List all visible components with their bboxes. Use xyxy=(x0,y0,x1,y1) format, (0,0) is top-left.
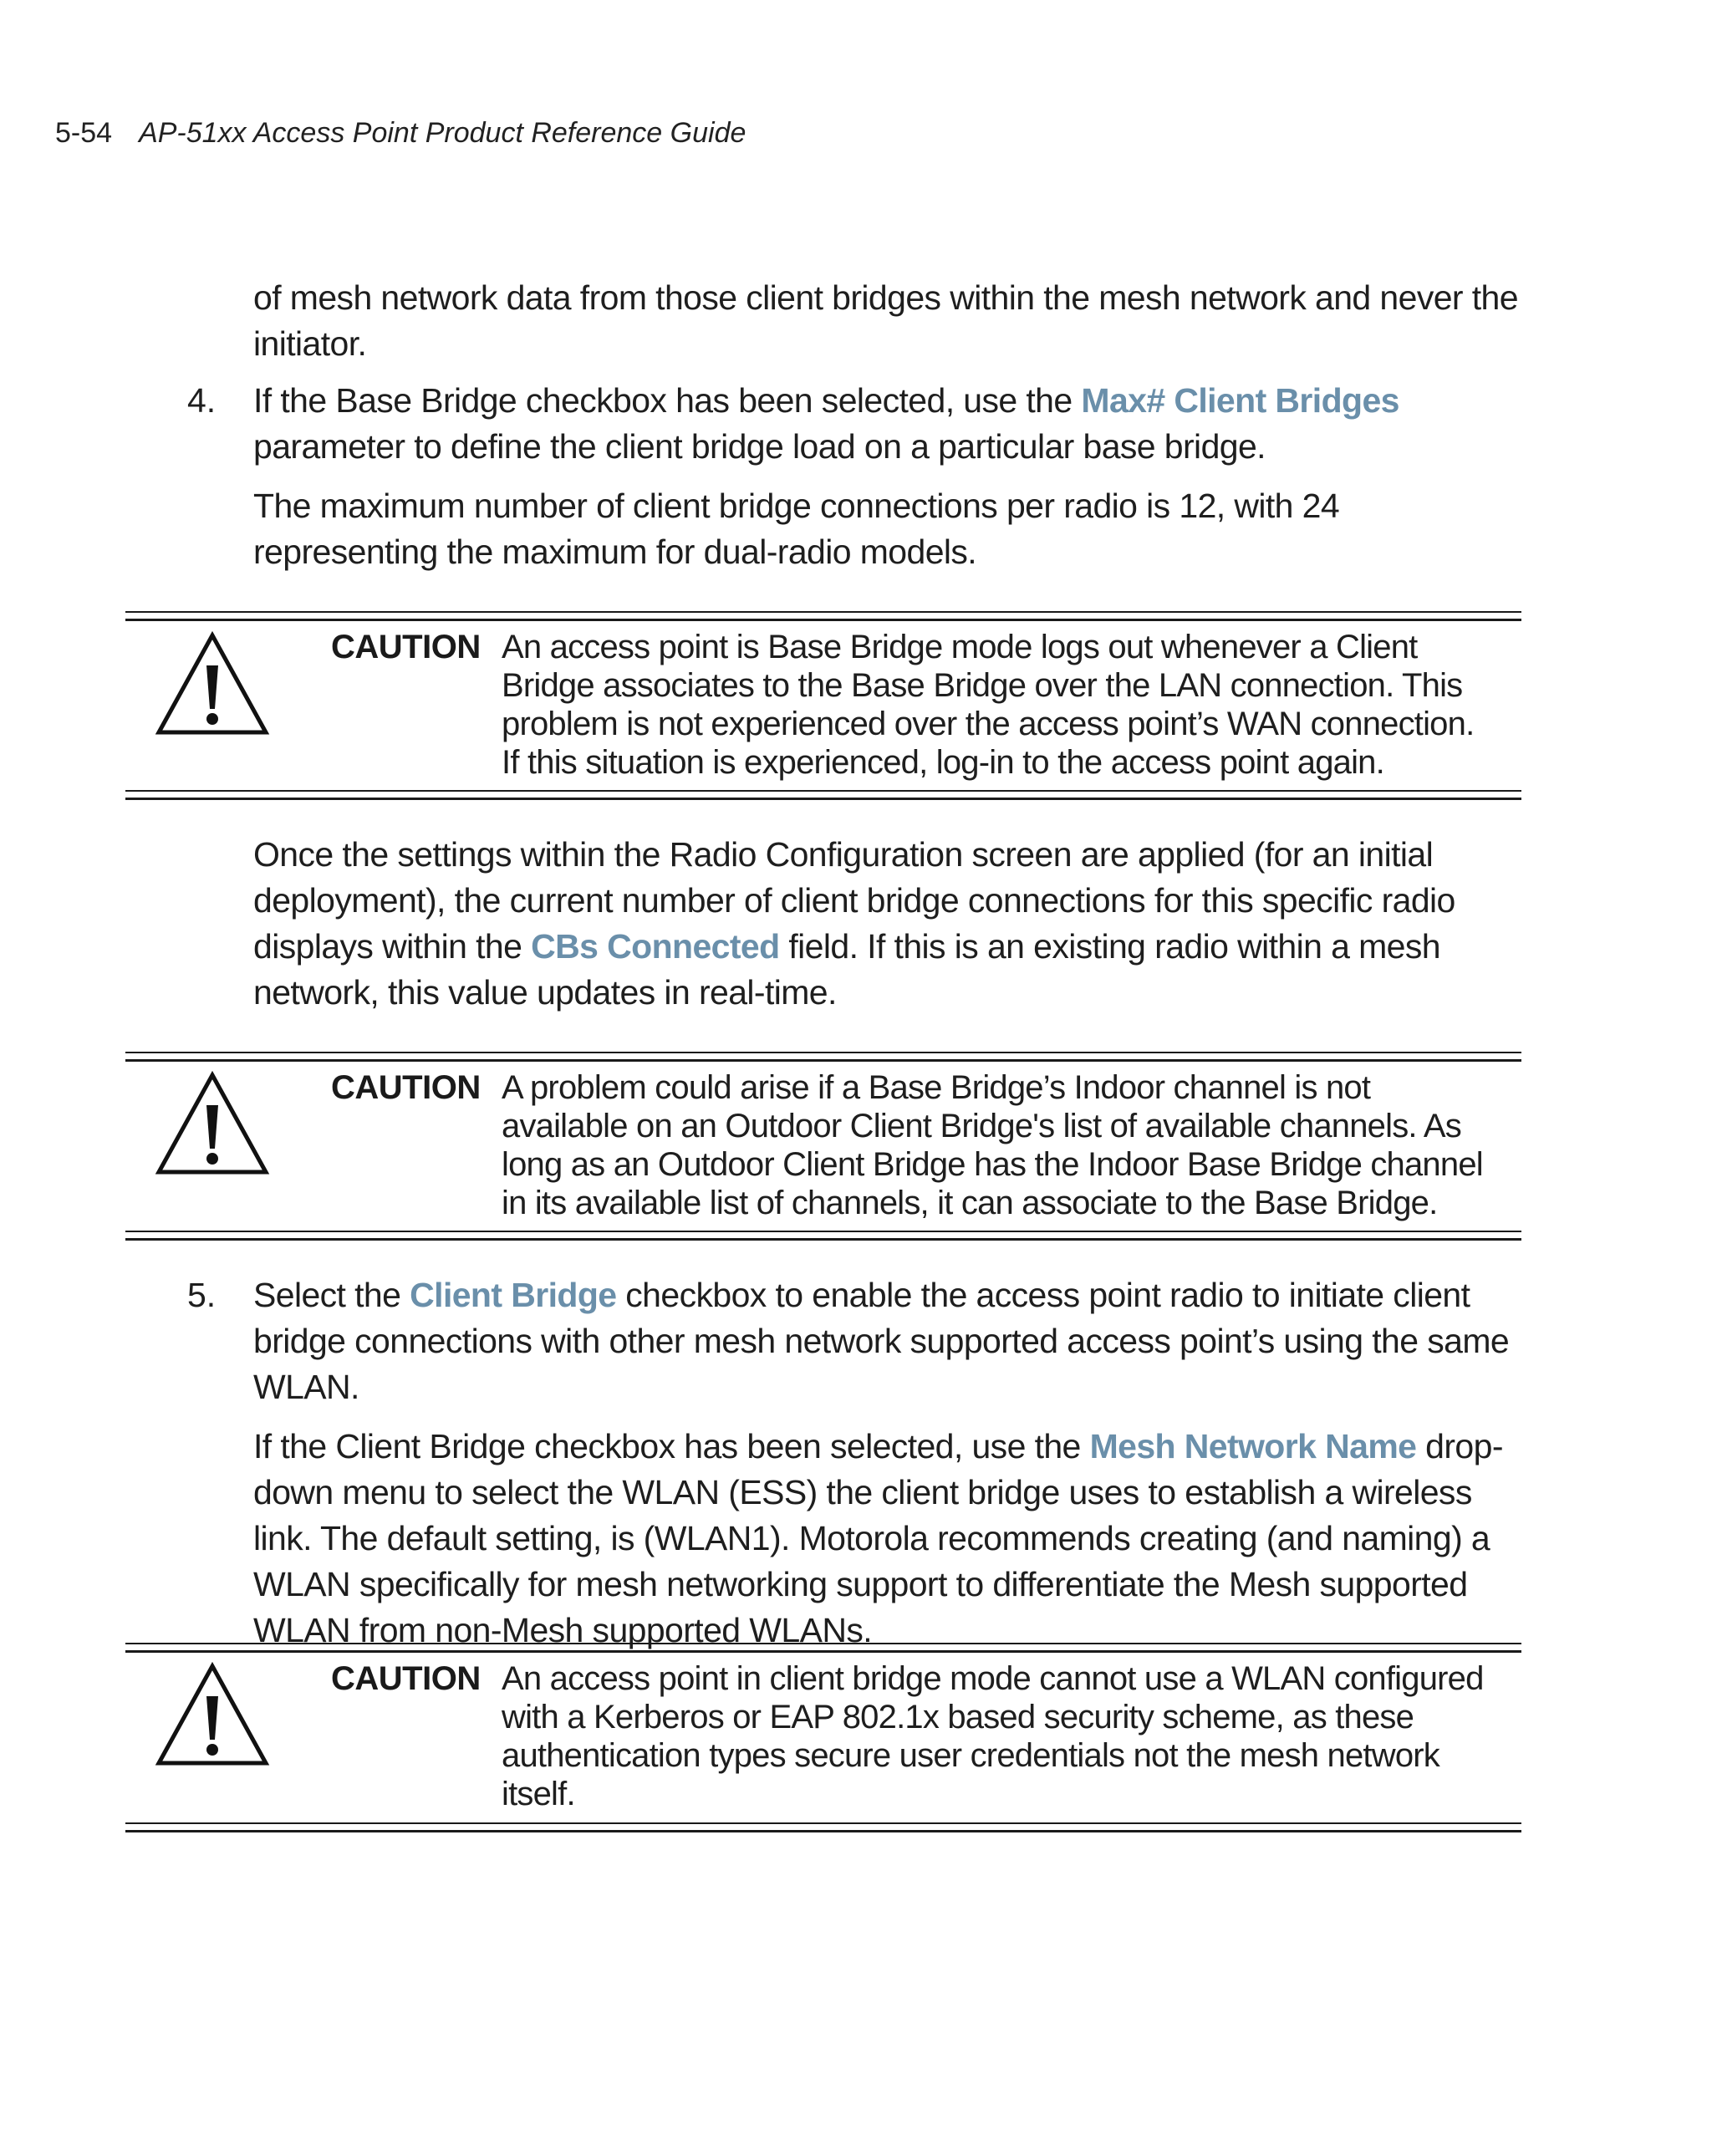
caution-text: A problem could arise if a Base Bridge’s Indoor channel is not available on an Outdoor Client Bridge's list of available channels. As long as an Outdoor Client Bridge has the Indoor Base Bridge channel in its available list of channels, it can associate to the Base Bridge. xyxy=(502,1069,1483,1221)
settings-text-b: field. If this is an existing radio within a mesh network, this value updates in real-time. xyxy=(253,927,1440,1012)
caution-rule-bottom xyxy=(125,1231,1521,1241)
step-5-para2-a: If the Client Bridge checkbox has been selected, use the xyxy=(253,1427,1090,1465)
caution-rule-top xyxy=(125,1052,1521,1062)
caution-text: An access point in client bridge mode cannot use a WLAN configured with a Kerberos or EAP 802.1x based security scheme, as these authentication types secure user credentials not the mesh network itself. xyxy=(502,1660,1484,1812)
step-5-number: 5. xyxy=(187,1276,217,1314)
warning-triangle-icon xyxy=(154,630,271,742)
caution-rule-bottom xyxy=(125,1822,1521,1832)
step-4-number: 4. xyxy=(187,381,217,420)
caution-rule-top xyxy=(125,611,1521,621)
step-5 xyxy=(253,1272,1524,1654)
mesh-network-name-term: Mesh Network Name xyxy=(1089,1427,1417,1465)
caution-rule-bottom xyxy=(125,790,1521,800)
step-5-text-a: Select the xyxy=(253,1276,410,1314)
caution-box-2 xyxy=(125,1052,1521,1244)
step-4-text-b: parameter to define the client bridge load on a particular base bridge. xyxy=(253,427,1266,466)
client-bridge-term: Client Bridge xyxy=(410,1276,617,1314)
step-4-para2: The maximum number of client bridge connections per radio is 12, with 24 representing the maximum for dual-radio models. xyxy=(253,487,1340,571)
settings-text xyxy=(253,832,1524,1016)
intro-text: of mesh network data from those client bridges within the mesh network and never the initiator. xyxy=(253,278,1518,363)
step-4 xyxy=(253,378,1524,575)
caution-rule-top xyxy=(125,1643,1521,1653)
caution-box-3 xyxy=(125,1643,1521,1835)
settings-text-a: Once the settings within the Radio Configuration screen are applied (for an initial deployment), the current number of client bridge connections for this specific radio displays within the xyxy=(253,835,1455,966)
caution-box-1 xyxy=(125,611,1521,803)
step-5-text-b: checkbox to enable the access point radio to initiate client bridge connections with other mesh network supported access point’s using the same WLAN. xyxy=(253,1276,1510,1406)
page-number: 5-54 xyxy=(55,117,113,149)
intro-paragraph xyxy=(253,275,1524,367)
step-5-text xyxy=(253,1272,1524,1410)
step-5-para2-b: drop-down menu to select the WLAN (ESS) the client bridge uses to establish a wireless link. The default setting, is (WLAN1). Motorola recommends creating (and naming) a WLAN specifically for mesh networking support to differentiate the Mesh supported WLAN from non-Mesh supported WLANs. xyxy=(253,1427,1503,1649)
cbs-connected-term: CBs Connected xyxy=(531,927,780,966)
page-header xyxy=(55,117,746,150)
caution-label: CAUTION xyxy=(331,1069,481,1106)
settings-paragraph xyxy=(253,832,1524,1016)
step-5-para2 xyxy=(253,1424,1524,1654)
step-4-text-a: If the Base Bridge checkbox has been selected, use the xyxy=(253,381,1082,420)
guide-title: AP-51xx Access Point Product Reference Guide xyxy=(139,117,746,149)
warning-triangle-icon xyxy=(154,1661,271,1772)
warning-triangle-icon xyxy=(154,1070,271,1181)
caution-text: An access point is Base Bridge mode logs out whenever a Client Bridge associates to the Base Bridge over the LAN connection. This problem is not experienced over the access point’s WAN connection. If this situation is experienced, log-in to the access point again. xyxy=(502,629,1475,781)
caution-label: CAUTION xyxy=(331,629,481,665)
max-client-bridges-term: Max# Client Bridges xyxy=(1081,381,1399,420)
step-4-text xyxy=(253,378,1524,470)
caution-label: CAUTION xyxy=(331,1660,481,1697)
